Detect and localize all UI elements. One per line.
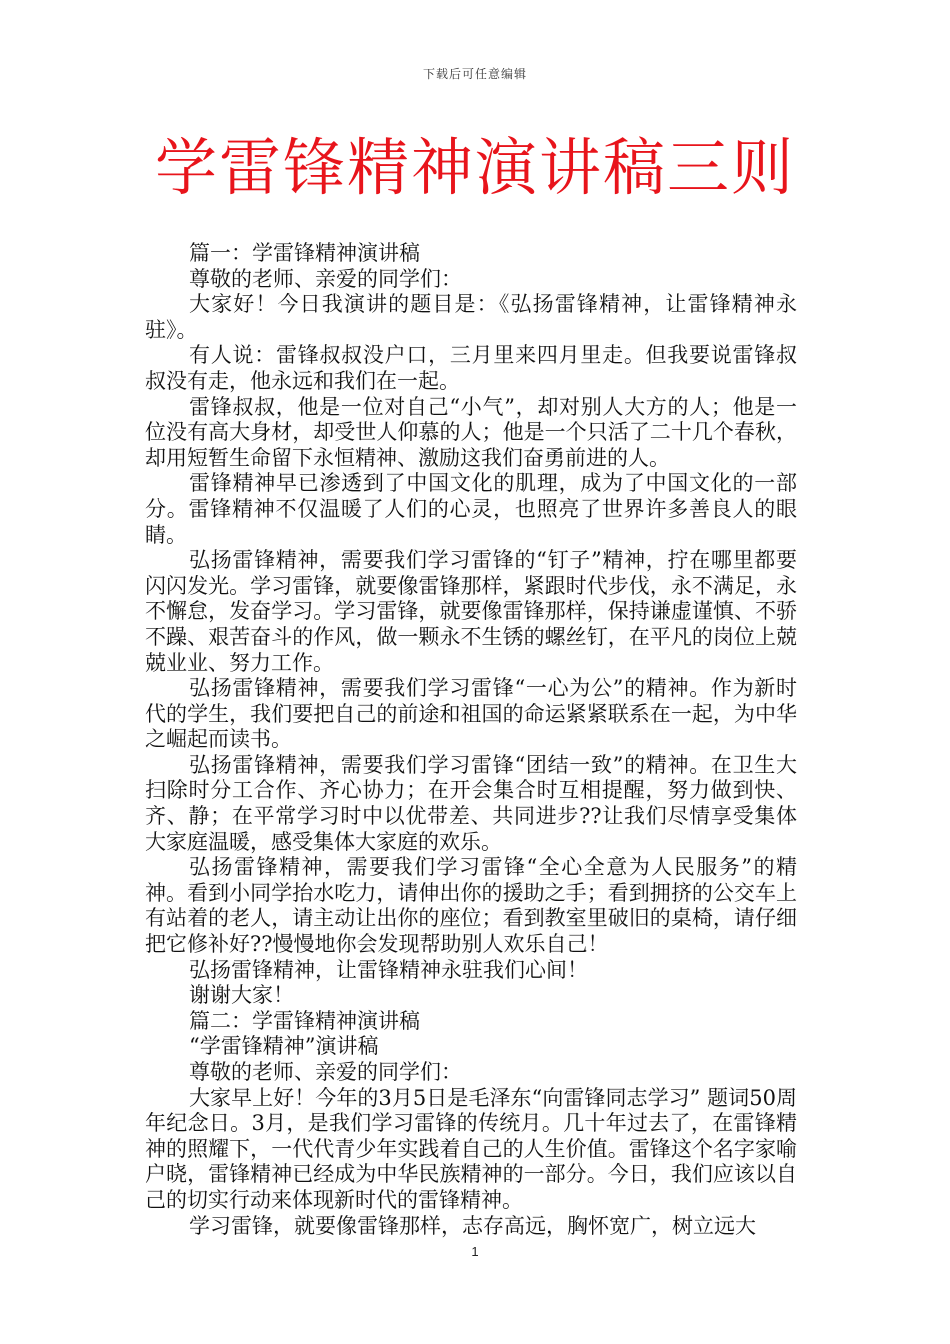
paragraph: 雷锋精神早已渗透到了中国文化的肌理，成为了中国文化的一部分。雷锋精神不仅温暖了人们的心灵，也照亮了世界许多善良人的眼睛。 <box>145 471 797 547</box>
paragraph: 大家早上好！今年的3月5日是毛泽东“向雷锋同志学习” 题词50周年纪念日。3月，是我们学习雷锋的传统月。几十年过去了，在雷锋精神的照耀下，一代代青少年实践着自己的人生价值。雷锋这个名字家喻户晓，雷锋精神已经成为中华民族精神的一部分。今日，我们应该以自己的切实行动来体现新时代的雷锋精神。 <box>145 1085 797 1212</box>
document-title: 学雷锋精神演讲稿三则 <box>154 131 795 204</box>
paragraph: “学雷锋精神”演讲稿 <box>189 1034 379 1059</box>
paragraph: 尊敬的老师、亲爱的同学们： <box>189 266 462 291</box>
paragraph: 弘扬雷锋精神，需要我们学习雷锋“全心全意为人民服务”的精神。看到小同学抬水吃力，请伸出你的援助之手；看到拥挤的公交车上有站着的老人，请主动让出你的座位；看到教室里破旧的桌椅，请仔细把它修补好??慢慢地你会发现帮助别人欢乐自己！ <box>145 855 797 957</box>
paragraph: 有人说：雷锋叔叔没户口，三月里来四月里走。但我要说雷锋叔叔没有走，他永远和我们在一起。 <box>145 343 797 393</box>
paragraph: 学习雷锋，就要像雷锋那样，志存高远，胸怀宽广，树立远大 <box>189 1213 756 1238</box>
paragraph: 弘扬雷锋精神，需要我们学习雷锋“团结一致”的精神。在卫生大扫除时分工合作、齐心协力；在开会集合时互相提醒，努力做到快、齐、静；在平常学习时中以优带差、共同进步??让我们尽情享受集体大家庭温暖，感受集体大家庭的欢乐。 <box>145 752 797 854</box>
paragraph: 弘扬雷锋精神，需要我们学习雷锋“一心为公”的精神。作为新时代的学生，我们要把自己的前途和祖国的命运紧紧联系在一起，为中华之崛起而读书。 <box>145 676 797 752</box>
paragraph: 篇一：学雷锋精神演讲稿 <box>189 241 420 265</box>
paragraph: 尊敬的老师、亲爱的同学们： <box>189 1060 462 1084</box>
page-number: 1 <box>471 1244 479 1259</box>
paragraph: 弘扬雷锋精神，让雷锋精神永驻我们心间！ <box>189 957 588 982</box>
paragraph: 谢谢大家！ <box>189 983 294 1008</box>
paragraph: 大家好！今日我演讲的题目是：《弘扬雷锋精神，让雷锋精神永驻》。 <box>145 292 797 342</box>
header-note: 下载后可任意编辑 <box>422 67 527 81</box>
paragraph: 雷锋叔叔，他是一位对自己“小气”，却对别人大方的人；他是一位没有高大身材，却受世人仰慕的人；他是一个只活了二十几个春秋，却用短暂生命留下永恒精神、激励这我们奋勇前进的人。 <box>145 394 797 470</box>
paragraph: 篇二：学雷锋精神演讲稿 <box>189 1008 420 1033</box>
paragraph: 弘扬雷锋精神，需要我们学习雷锋的“钉子”精神，拧在哪里都要闪闪发光。学习雷锋，就要像雷锋那样，紧跟时代步伐，永不满足，永不懈怠，发奋学习。学习雷锋，就要像雷锋那样，保持谦虚谨慎、不骄不躁、艰苦奋斗的作风，做一颗永不生锈的螺丝钉，在平凡的岗位上兢兢业业、努力工作。 <box>145 548 797 675</box>
document-body <box>145 241 797 1239</box>
